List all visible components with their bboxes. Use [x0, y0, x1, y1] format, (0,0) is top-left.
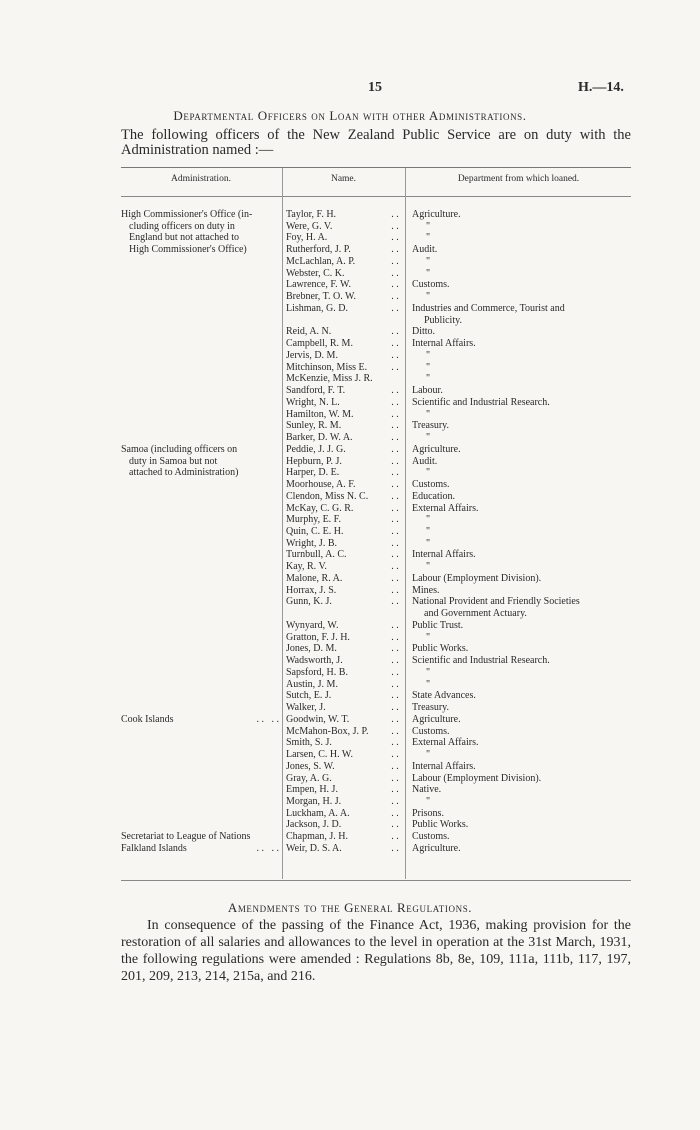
- officer-name: Smith, S. J.: [286, 737, 332, 749]
- officer-name: Jackson, J. D.: [286, 819, 342, 831]
- department-cell: Treasury.: [412, 702, 450, 714]
- table-row: [0, 385, 700, 397]
- leader-dots: . .: [391, 514, 399, 526]
- leader-dots: . .: [391, 737, 399, 749]
- leader-dots: . .: [391, 666, 399, 678]
- leader-dots: . .: [391, 385, 399, 397]
- leader-dots: . .: [391, 525, 399, 537]
- administration-cell: Samoa (including officers on: [121, 443, 238, 455]
- column-header-department: Department from which loaned.: [457, 174, 580, 184]
- leader-dots: . .: [391, 443, 399, 455]
- administration-cell: duty in Samoa but not: [129, 455, 218, 467]
- leader-dots: . .: [391, 220, 399, 232]
- table-row: [0, 291, 700, 303]
- leader-dots: . .: [391, 807, 399, 819]
- table-row: [0, 338, 700, 350]
- department-cell: Scientific and Industrial Research.: [412, 396, 550, 408]
- officer-name: Morgan, H. J.: [286, 796, 342, 807]
- officer-name: Luckham, A. A.: [286, 807, 350, 819]
- officer-name: Webster, C. K.: [286, 267, 345, 279]
- leader-dots: . .: [391, 678, 399, 690]
- department-cell: Mines.: [412, 584, 440, 596]
- leader-dots: . .: [391, 302, 399, 314]
- table-row: [0, 573, 700, 585]
- table-row: [0, 526, 700, 538]
- administration-cell: High Commissioner's Office): [129, 244, 247, 256]
- department-cell: ": [426, 232, 431, 244]
- officer-name: McMahon-Box, J. P.: [286, 725, 369, 737]
- table-row: [0, 549, 700, 561]
- department-cell: Public Works.: [412, 819, 469, 831]
- officer-name: McKay, C. G. R.: [286, 502, 354, 514]
- table-row: [0, 843, 700, 855]
- department-cell: Audit.: [412, 455, 438, 467]
- department-cell: ": [426, 361, 431, 373]
- amendments-line: the restoration of all salaries and allowances to the level in operation at the 31st: [121, 918, 632, 950]
- officer-name: Rutherford, J. P.: [286, 244, 351, 256]
- officer-name: Wright, J. B.: [286, 537, 337, 549]
- leader-dots: . .: [391, 796, 399, 807]
- table-row: [0, 362, 700, 374]
- leader-dots: . .: [391, 655, 399, 667]
- officer-name: Mitchinson, Miss E.: [286, 361, 368, 373]
- section-title-officers-on-loan: Departmental Officers on Loan with other Administrations.: [173, 108, 527, 123]
- officer-name: Chapman, J. H.: [286, 831, 348, 843]
- department-cell: National Provident and Friendly Societies: [412, 596, 580, 608]
- table-row: [0, 702, 700, 714]
- officer-name: Brebner, T. O. W.: [286, 291, 357, 303]
- leader-dots: . .: [391, 432, 399, 444]
- table-row: [0, 303, 700, 315]
- leader-dots: . . . .: [256, 713, 279, 725]
- page-number: 15: [368, 80, 382, 95]
- department-cell: ": [426, 525, 431, 537]
- department-cell: ": [426, 373, 431, 385]
- table-row: [0, 409, 700, 421]
- administration-cell: High Commissioner's Office (in-: [121, 209, 253, 220]
- table-row: [0, 831, 700, 843]
- leader-dots: . .: [391, 267, 399, 279]
- leader-dots: . .: [391, 572, 399, 584]
- table-row: [0, 596, 700, 608]
- leader-dots: . .: [391, 713, 399, 725]
- table-row: [0, 256, 700, 268]
- department-cell: ": [426, 666, 431, 678]
- leader-dots: . .: [391, 584, 399, 596]
- table-row: [0, 326, 700, 338]
- officer-name: Turnbull, A. C.: [286, 549, 347, 561]
- department-cell: ": [426, 678, 431, 690]
- officer-name: Harper, D. E.: [286, 467, 340, 479]
- leader-dots: . .: [391, 749, 399, 761]
- table-row: [0, 761, 700, 773]
- table-row: [0, 350, 700, 362]
- leader-dots: . .: [391, 784, 399, 796]
- leader-dots: . .: [391, 408, 399, 420]
- table-row: [0, 244, 700, 256]
- department-cell: Internal Affairs.: [412, 549, 476, 561]
- department-cell: Internal Affairs.: [412, 338, 476, 350]
- department-cell: Customs.: [412, 831, 450, 843]
- table-row: [0, 315, 700, 327]
- officer-name: Larsen, C. H. W.: [286, 749, 353, 761]
- table-bottom-rule: [121, 880, 631, 881]
- department-cell: ": [426, 408, 431, 420]
- officer-name: Gratton, F. J. H.: [286, 631, 350, 643]
- table-row: [0, 714, 700, 726]
- leader-dots: . .: [391, 255, 399, 267]
- officer-name: Taylor, F. H.: [286, 209, 337, 220]
- leader-dots: . .: [391, 279, 399, 291]
- department-cell: Agriculture.: [412, 443, 461, 455]
- leader-dots: . .: [391, 244, 399, 256]
- table-row: [0, 232, 700, 244]
- department-cell: ": [426, 220, 431, 232]
- administration-cell: [121, 843, 279, 855]
- leader-dots: . .: [391, 338, 399, 350]
- officer-name: Lishman, G. D.: [286, 302, 348, 314]
- amendments-line: 111a, 111b, 117, 197, 201, 209, 213, 214, 215a, and 216.: [121, 952, 631, 984]
- table-row: [0, 784, 700, 796]
- leader-dots: . .: [391, 291, 399, 303]
- officer-name: Sutch, E. J.: [286, 690, 332, 702]
- administration-label: Cook Islands: [121, 713, 174, 725]
- table-row: [0, 819, 700, 831]
- officer-name: Murphy, E. F.: [286, 514, 341, 526]
- officer-name: Austin, J. M.: [286, 678, 338, 690]
- department-cell: Public Trust.: [412, 619, 464, 631]
- table-row: [0, 479, 700, 491]
- table-row: [0, 420, 700, 432]
- table-row: [0, 737, 700, 749]
- department-cell: ": [426, 432, 431, 444]
- table-row: [0, 279, 700, 291]
- table-row: [0, 585, 700, 597]
- amendments-line: In consequence of the passing of the Finance Act, 1936, making provision for: [147, 918, 609, 933]
- table-header-rule: [121, 196, 631, 197]
- officer-name: Lawrence, F. W.: [286, 279, 352, 291]
- officer-name: Barker, D. W. A.: [286, 432, 353, 444]
- officer-name: Hamilton, W. M.: [286, 408, 354, 420]
- table-row: [0, 749, 700, 761]
- department-cell: Labour (Employment Division).: [412, 772, 542, 784]
- leader-dots: . .: [391, 232, 399, 244]
- officer-name: Goodwin, W. T.: [286, 713, 350, 725]
- officer-name: Wynyard, W.: [286, 619, 339, 631]
- administration-cell: England but not attached to: [129, 232, 239, 244]
- leader-dots: . .: [391, 326, 399, 338]
- department-cell: Internal Affairs.: [412, 760, 476, 772]
- leader-dots: . .: [391, 209, 399, 220]
- department-cell: ": [426, 796, 431, 807]
- officer-name: Malone, R. A.: [286, 572, 343, 584]
- department-cell: Agriculture.: [412, 842, 461, 854]
- officer-name: McLachlan, A. P.: [286, 255, 356, 267]
- department-cell: Customs.: [412, 279, 450, 291]
- administration-cell: cluding officers on duty in: [129, 220, 235, 232]
- table-row: [0, 491, 700, 503]
- table-row: [0, 632, 700, 644]
- table-row: [0, 432, 700, 444]
- leader-dots: . .: [391, 479, 399, 491]
- department-cell: Labour (Employment Division).: [412, 572, 542, 584]
- officer-name: Wright, N. L.: [286, 396, 340, 408]
- table-row: [0, 373, 700, 385]
- department-cell: ": [426, 467, 431, 479]
- administration-cell: attached to Administration): [129, 467, 239, 479]
- leader-dots: . .: [391, 702, 399, 714]
- department-cell: Ditto.: [412, 326, 436, 338]
- leader-dots: . .: [391, 643, 399, 655]
- column-header-name: Name.: [330, 174, 357, 184]
- department-cell: Education.: [412, 490, 456, 502]
- officer-name: Gray, A. G.: [286, 772, 332, 784]
- amendments-paragraph: [121, 917, 631, 985]
- officer-name: Jones, S. W.: [286, 760, 335, 772]
- department-cell: External Affairs.: [412, 502, 479, 514]
- department-cell: ": [426, 537, 431, 549]
- department-cell: Prisons.: [412, 807, 444, 819]
- department-cell: ": [426, 514, 431, 526]
- officer-name: Moorhouse, A. F.: [286, 479, 356, 491]
- officer-name: Were, G. V.: [286, 220, 333, 232]
- department-cell: Customs.: [412, 725, 450, 737]
- department-cell: External Affairs.: [412, 737, 479, 749]
- document-reference: H.—14.: [578, 80, 624, 95]
- table-row: [0, 209, 700, 221]
- table-row: [0, 467, 700, 479]
- department-cell: Public Works.: [412, 643, 469, 655]
- department-cell: Audit.: [412, 244, 438, 256]
- officer-name: Hepburn, P. J.: [286, 455, 342, 467]
- leader-dots: . .: [391, 772, 399, 784]
- officer-name: Weir, D. S. A.: [286, 842, 342, 854]
- leader-dots: . .: [391, 561, 399, 573]
- officer-name: Kay, R. V.: [286, 561, 327, 573]
- department-cell: Agriculture.: [412, 209, 461, 220]
- leader-dots: . .: [391, 831, 399, 843]
- department-cell: and Government Actuary.: [424, 608, 527, 620]
- leader-dots: . .: [391, 549, 399, 561]
- table-row: [0, 444, 700, 456]
- department-cell: Agriculture.: [412, 713, 461, 725]
- table-row: [0, 679, 700, 691]
- table-row: [0, 503, 700, 515]
- table-top-rule: [121, 167, 631, 168]
- department-cell: ": [426, 255, 431, 267]
- officer-name: Horrax, J. S.: [286, 584, 337, 596]
- table-row: [0, 514, 700, 526]
- officer-name: Wadsworth, J.: [286, 655, 343, 667]
- officer-name: Sapsford, H. B.: [286, 666, 348, 678]
- officer-name: Sandford, F. T.: [286, 385, 346, 397]
- department-cell: Treasury.: [412, 420, 450, 432]
- leader-dots: . .: [391, 349, 399, 361]
- table-row: [0, 221, 700, 233]
- table-row: [0, 667, 700, 679]
- leader-dots: . .: [391, 537, 399, 549]
- column-header-administration: Administration.: [171, 174, 231, 184]
- officer-name: Gunn, K. J.: [286, 596, 332, 608]
- officer-name: Quin, C. E. H.: [286, 525, 344, 537]
- leader-dots: . .: [391, 690, 399, 702]
- leader-dots: . .: [391, 490, 399, 502]
- department-cell: Publicity.: [424, 314, 462, 326]
- officer-name: Campbell, R. M.: [286, 338, 353, 350]
- table-row: [0, 397, 700, 409]
- leader-dots: . .: [391, 819, 399, 831]
- table-row: [0, 608, 700, 620]
- department-cell: ": [426, 291, 431, 303]
- officer-name: McKenzie, Miss J. R.: [286, 373, 373, 385]
- leader-dots: . .: [391, 760, 399, 772]
- administration-cell: Secretariat to League of Nations: [121, 831, 251, 843]
- leader-dots: . .: [391, 725, 399, 737]
- leader-dots: . .: [391, 502, 399, 514]
- officer-name: Empen, H. J.: [286, 784, 338, 796]
- officer-name: Jones, D. M.: [286, 643, 337, 655]
- table-row: [0, 456, 700, 468]
- amendments-line: March, 1931, the following regulations were amended : Regulations 8b, 8e, 109,: [121, 935, 631, 967]
- leader-dots: . .: [391, 842, 399, 854]
- department-cell: Customs.: [412, 479, 450, 491]
- leader-dots: . .: [391, 361, 399, 373]
- table-row: [0, 268, 700, 280]
- officer-name: Reid, A. N.: [286, 326, 332, 338]
- section-title-amendments: Amendments to the General Regulations.: [227, 900, 473, 915]
- leader-dots: . .: [391, 455, 399, 467]
- intro-paragraph: The following officers of the New Zealand Public Service are on duty with the Administration named :—: [121, 127, 631, 158]
- table-row: [0, 773, 700, 785]
- department-cell: ": [426, 349, 431, 361]
- leader-dots: . .: [391, 631, 399, 643]
- department-cell: ": [426, 561, 431, 573]
- table-row: [0, 538, 700, 550]
- department-cell: Labour.: [412, 385, 443, 397]
- department-cell: Industries and Commerce, Tourist and: [412, 302, 565, 314]
- officer-name: Clendon, Miss N. C.: [286, 490, 369, 502]
- table-row: [0, 796, 700, 808]
- administration-cell: [121, 714, 279, 726]
- table-row: [0, 620, 700, 632]
- table-row: [0, 561, 700, 573]
- leader-dots: . .: [391, 596, 399, 608]
- officer-name: Sunley, R. M.: [286, 420, 342, 432]
- table-row: [0, 808, 700, 820]
- leader-dots: . .: [391, 619, 399, 631]
- leader-dots: . .: [391, 396, 399, 408]
- officer-name: Peddie, J. J. G.: [286, 443, 346, 455]
- officer-name: Walker, J.: [286, 702, 326, 714]
- leader-dots: . .: [391, 467, 399, 479]
- department-cell: State Advances.: [412, 690, 476, 702]
- administration-label: Falkland Islands: [121, 842, 187, 854]
- department-cell: ": [426, 749, 431, 761]
- department-cell: Scientific and Industrial Research.: [412, 655, 550, 667]
- leader-dots: . .: [391, 420, 399, 432]
- officer-name: Foy, H. A.: [286, 232, 328, 244]
- table-row: [0, 655, 700, 667]
- officer-name: Jervis, D. M.: [286, 349, 338, 361]
- department-cell: Native.: [412, 784, 442, 796]
- table-row: [0, 643, 700, 655]
- table-row: [0, 726, 700, 738]
- department-cell: ": [426, 631, 431, 643]
- department-cell: ": [426, 267, 431, 279]
- leader-dots: . . . .: [256, 842, 279, 854]
- table-row: [0, 690, 700, 702]
